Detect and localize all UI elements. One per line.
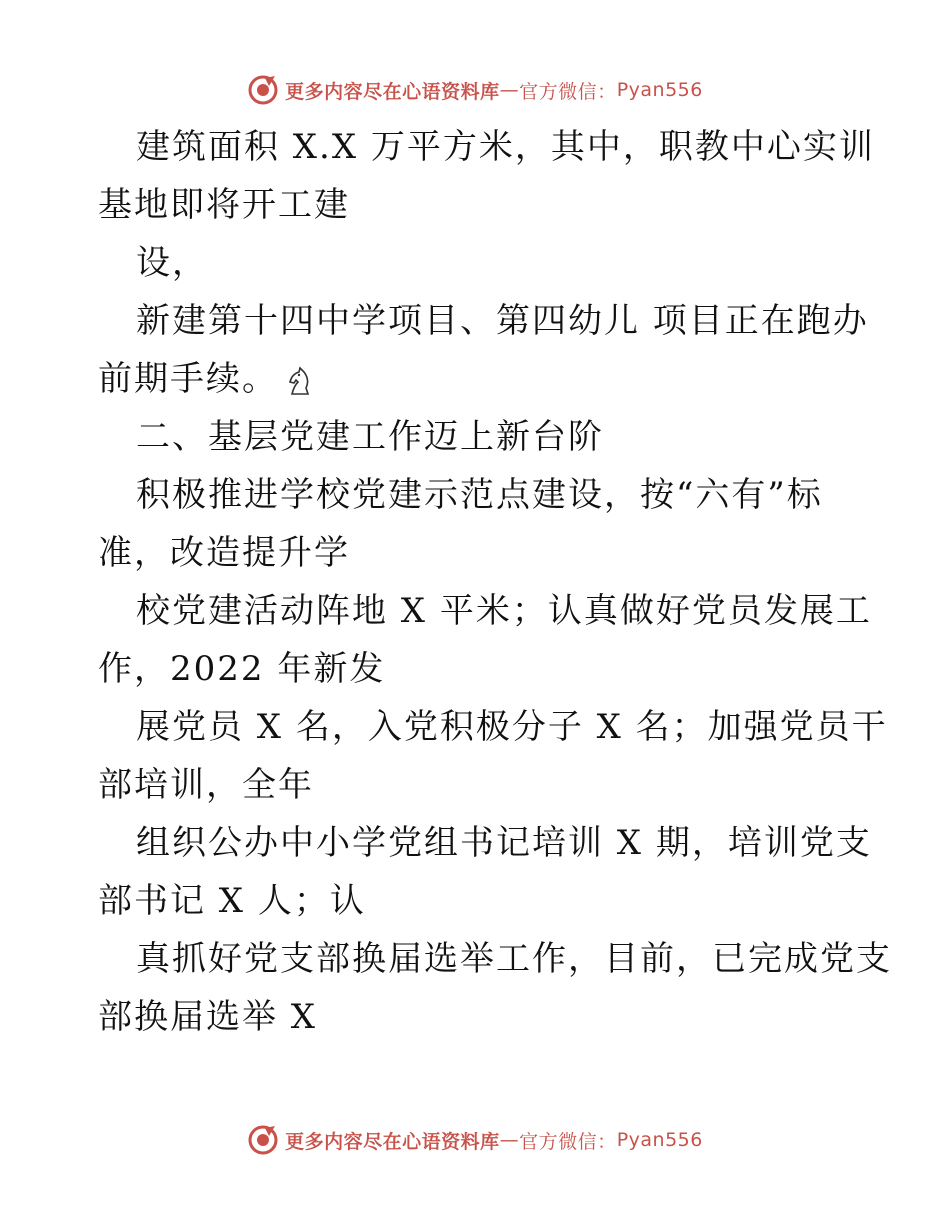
text-line-3: 设， — [136, 243, 208, 283]
text-line-7: 积极推进学校党建示范点建设，按“六有”标 — [136, 475, 823, 515]
text-line-5-content: 前期手续。 — [98, 359, 278, 399]
text-line-11: 展党员 X 名，入党积极分子 X 名；加强党员干 — [136, 707, 888, 747]
text-line-5 — [98, 350, 858, 408]
text-line-9: 校党建活动阵地 X 平米；认真做好党员发展工 — [136, 591, 872, 631]
text-line-13: 组织公办中小学党组书记培训 X 期，培训党支 — [136, 823, 872, 863]
banner-brand-text: 更多内容尽在心语资料库 — [285, 80, 500, 103]
text-line-12: 部培训，全年 — [98, 765, 314, 805]
text-line-14: 部书记 X 人；认 — [98, 881, 366, 921]
banner-brand-text: 更多内容尽在心语资料库 — [285, 1130, 500, 1153]
watermark-banner-bottom — [0, 1120, 950, 1160]
text-line-15: 真抓好党支部换届选举工作，目前，已完成党支 — [136, 939, 892, 979]
watermark-banner-top — [0, 70, 950, 110]
text-line-2: 基地即将开工建 — [98, 185, 350, 225]
text-line-10: 作，2022 年新发 — [98, 649, 386, 689]
brand-logo-icon — [247, 74, 279, 106]
banner-wechat-handle: Pyan556 — [616, 1129, 703, 1151]
text-line-8: 准，改造提升学 — [98, 533, 350, 573]
banner-dash: — — [499, 1129, 520, 1151]
text-line-16: 部换届选举 X — [98, 997, 318, 1037]
text-line-4: 新建第十四中学项目、第四幼儿 项目正在跑办 — [136, 301, 869, 341]
text-line-1: 建筑面积 X.X 万平方米，其中，职教中心实训 — [136, 127, 875, 167]
brand-logo-icon — [247, 1124, 279, 1156]
banner-wechat-handle: Pyan556 — [616, 79, 703, 101]
banner-wechat-label: 官方微信： — [519, 80, 617, 103]
section-heading: 二、基层党建工作迈上新台阶 — [136, 417, 604, 457]
document-body — [98, 118, 892, 1046]
banner-wechat-label: 官方微信： — [519, 1130, 617, 1153]
chess-knight-icon — [284, 364, 314, 398]
banner-dash: — — [499, 79, 520, 101]
